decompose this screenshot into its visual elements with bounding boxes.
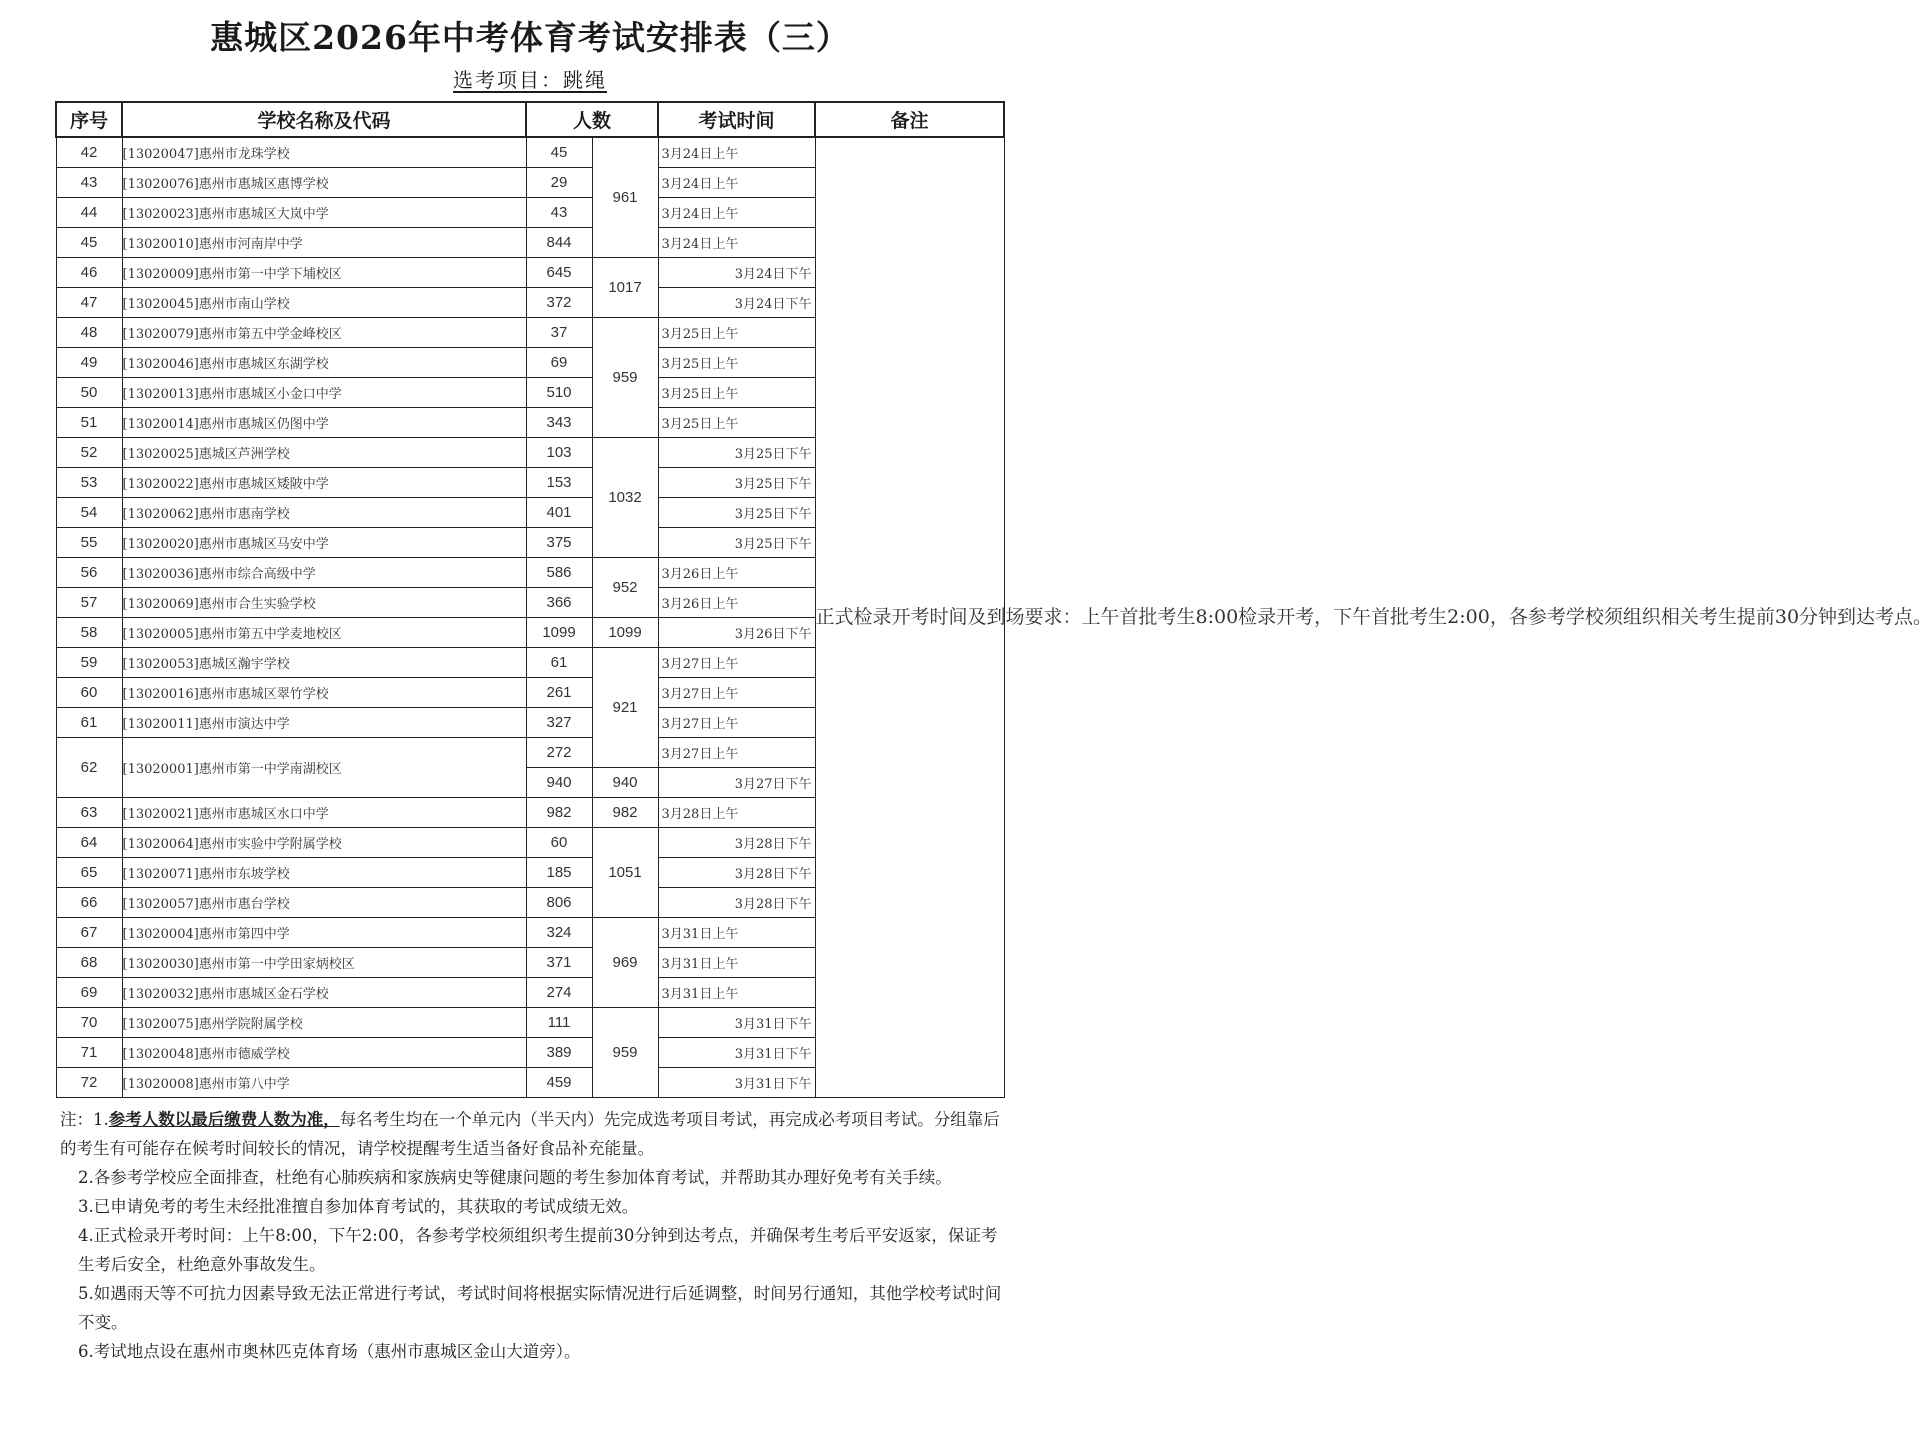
row-school: [13020014]惠州市惠城区仍图中学 bbox=[122, 408, 526, 438]
row-seq: 49 bbox=[56, 348, 122, 378]
row-count: 940 bbox=[526, 768, 592, 798]
row-count: 43 bbox=[526, 198, 592, 228]
schedule-table bbox=[55, 101, 1932, 1098]
row-count: 37 bbox=[526, 318, 592, 348]
row-count: 29 bbox=[526, 168, 592, 198]
row-school: [13020047]惠州市龙珠学校 bbox=[122, 137, 526, 168]
table-body bbox=[56, 137, 1932, 1098]
row-time: 3月31日上午 bbox=[658, 948, 815, 978]
notes-section bbox=[60, 1105, 1002, 1366]
row-seq: 44 bbox=[56, 198, 122, 228]
row-time: 3月31日上午 bbox=[658, 978, 815, 1008]
row-school: [13020010]惠州市河南岸中学 bbox=[122, 228, 526, 258]
row-seq: 59 bbox=[56, 648, 122, 678]
row-seq: 42 bbox=[56, 137, 122, 168]
row-time: 3月25日下午 bbox=[658, 468, 815, 498]
row-school: [13020009]惠州市第一中学下埔校区 bbox=[122, 258, 526, 288]
header-time: 考试时间 bbox=[658, 102, 815, 137]
note-5: 5.如遇雨天等不可抗力因素导致无法正常进行考试，考试时间将根据实际情况进行后延调整，时间另行通知，其他学校考试时间不变。 bbox=[78, 1284, 1002, 1332]
row-school: [13020076]惠州市惠城区惠博学校 bbox=[122, 168, 526, 198]
note-1-text: 每名考生均在一个单元内（半天内）先完成选考项目考试，再完成必考项目考试。分组靠后的考生有可能存在候考时间较长的情况，请学校提醒考生适当备好食品补充能量。 bbox=[60, 1110, 1000, 1158]
row-seq: 45 bbox=[56, 228, 122, 258]
row-group-total: 1099 bbox=[592, 618, 658, 648]
note-4: 4.正式检录开考时间：上午8:00，下午2:00，各参考学校须组织考生提前30分钟到达考点，并确保考生考后平安返家，保证考生考后安全，杜绝意外事故发生。 bbox=[78, 1226, 998, 1274]
row-seq: 63 bbox=[56, 798, 122, 828]
row-time: 3月25日上午 bbox=[658, 348, 815, 378]
row-school: [13020057]惠州市惠台学校 bbox=[122, 888, 526, 918]
row-count: 327 bbox=[526, 708, 592, 738]
row-school: [13020023]惠州市惠城区大岚中学 bbox=[122, 198, 526, 228]
row-seq: 57 bbox=[56, 588, 122, 618]
row-count: 261 bbox=[526, 678, 592, 708]
row-time: 3月27日上午 bbox=[658, 708, 815, 738]
row-school: [13020064]惠州市实验中学附属学校 bbox=[122, 828, 526, 858]
row-seq: 53 bbox=[56, 468, 122, 498]
row-school: [13020069]惠州市合生实验学校 bbox=[122, 588, 526, 618]
row-count: 806 bbox=[526, 888, 592, 918]
row-time: 3月27日上午 bbox=[658, 738, 815, 768]
row-school: [13020025]惠城区芦洲学校 bbox=[122, 438, 526, 468]
note-2: 2.各参考学校应全面排查，杜绝有心肺疾病和家族病史等健康问题的考生参加体育考试，并帮助其办理好免考有关手续。 bbox=[78, 1168, 952, 1187]
row-group-total: 961 bbox=[592, 137, 658, 258]
row-group-total: 959 bbox=[592, 1008, 658, 1098]
row-seq: 46 bbox=[56, 258, 122, 288]
row-time: 3月28日下午 bbox=[658, 858, 815, 888]
row-count: 69 bbox=[526, 348, 592, 378]
row-group-total: 969 bbox=[592, 918, 658, 1008]
row-count: 982 bbox=[526, 798, 592, 828]
row-time: 3月31日下午 bbox=[658, 1038, 815, 1068]
page-title: 惠城区2026年中考体育考试安排表（三） bbox=[210, 18, 850, 57]
row-seq: 65 bbox=[56, 858, 122, 888]
note-1-emphasis: 参考人数以最后缴费人数为准， bbox=[108, 1110, 340, 1129]
row-seq: 72 bbox=[56, 1068, 122, 1098]
row-count: 103 bbox=[526, 438, 592, 468]
row-seq: 47 bbox=[56, 288, 122, 318]
row-school: [13020030]惠州市第一中学田家炳校区 bbox=[122, 948, 526, 978]
row-time: 3月24日下午 bbox=[658, 288, 815, 318]
row-time: 3月26日上午 bbox=[658, 558, 815, 588]
row-school: [13020079]惠州市第五中学金峰校区 bbox=[122, 318, 526, 348]
row-count: 324 bbox=[526, 918, 592, 948]
row-seq: 68 bbox=[56, 948, 122, 978]
row-time: 3月24日上午 bbox=[658, 168, 815, 198]
row-count: 372 bbox=[526, 288, 592, 318]
row-school: [13020001]惠州市第一中学南湖校区 bbox=[122, 738, 526, 798]
row-time: 3月25日下午 bbox=[658, 528, 815, 558]
row-school: [13020032]惠州市惠城区金石学校 bbox=[122, 978, 526, 1008]
row-count: 645 bbox=[526, 258, 592, 288]
row-school: [13020045]惠州市南山学校 bbox=[122, 288, 526, 318]
row-seq: 51 bbox=[56, 408, 122, 438]
row-group-total: 921 bbox=[592, 648, 658, 768]
row-count: 60 bbox=[526, 828, 592, 858]
row-count: 459 bbox=[526, 1068, 592, 1098]
row-time: 3月26日下午 bbox=[658, 618, 815, 648]
row-time: 3月25日上午 bbox=[658, 408, 815, 438]
row-time: 3月25日上午 bbox=[658, 318, 815, 348]
row-count: 272 bbox=[526, 738, 592, 768]
header-school: 学校名称及代码 bbox=[122, 102, 526, 137]
row-seq: 66 bbox=[56, 888, 122, 918]
row-seq: 69 bbox=[56, 978, 122, 1008]
row-seq: 67 bbox=[56, 918, 122, 948]
row-seq: 56 bbox=[56, 558, 122, 588]
row-time: 3月25日下午 bbox=[658, 438, 815, 468]
row-time: 3月27日下午 bbox=[658, 768, 815, 798]
row-count: 375 bbox=[526, 528, 592, 558]
row-count: 343 bbox=[526, 408, 592, 438]
row-count: 586 bbox=[526, 558, 592, 588]
row-time: 3月27日上午 bbox=[658, 678, 815, 708]
row-school: [13020004]惠州市第四中学 bbox=[122, 918, 526, 948]
subtitle-wrap bbox=[0, 64, 1060, 93]
note-3: 3.已申请免考的考生未经批准擅自参加体育考试的，其获取的考试成绩无效。 bbox=[78, 1197, 639, 1216]
row-count: 153 bbox=[526, 468, 592, 498]
row-school: [13020048]惠州市德威学校 bbox=[122, 1038, 526, 1068]
row-time: 3月28日下午 bbox=[658, 828, 815, 858]
page-subtitle: 选考项目：跳绳 bbox=[453, 68, 607, 92]
row-school: [13020075]惠州学院附属学校 bbox=[122, 1008, 526, 1038]
row-time: 3月24日上午 bbox=[658, 137, 815, 168]
row-group-total: 1032 bbox=[592, 438, 658, 558]
row-seq: 64 bbox=[56, 828, 122, 858]
row-school: [13020021]惠州市惠城区水口中学 bbox=[122, 798, 526, 828]
row-seq: 58 bbox=[56, 618, 122, 648]
row-count: 45 bbox=[526, 137, 592, 168]
row-group-total: 940 bbox=[592, 768, 658, 798]
row-school: [13020020]惠州市惠城区马安中学 bbox=[122, 528, 526, 558]
row-group-total: 1051 bbox=[592, 828, 658, 918]
row-school: [13020016]惠州市惠城区翠竹学校 bbox=[122, 678, 526, 708]
row-school: [13020013]惠州市惠城区小金口中学 bbox=[122, 378, 526, 408]
row-school: [13020005]惠州市第五中学麦地校区 bbox=[122, 618, 526, 648]
row-seq: 48 bbox=[56, 318, 122, 348]
row-count: 389 bbox=[526, 1038, 592, 1068]
row-school: [13020053]惠城区瀚宇学校 bbox=[122, 648, 526, 678]
row-count: 111 bbox=[526, 1008, 592, 1038]
row-school: [13020046]惠州市惠城区东湖学校 bbox=[122, 348, 526, 378]
header-count: 人数 bbox=[526, 102, 658, 137]
row-seq: 70 bbox=[56, 1008, 122, 1038]
row-time: 3月31日下午 bbox=[658, 1068, 815, 1098]
row-school: [13020071]惠州市东坡学校 bbox=[122, 858, 526, 888]
row-time: 3月28日下午 bbox=[658, 888, 815, 918]
row-time: 3月24日上午 bbox=[658, 198, 815, 228]
note-1-prefix: 注：1. bbox=[60, 1110, 109, 1129]
row-count: 844 bbox=[526, 228, 592, 258]
row-count: 1099 bbox=[526, 618, 592, 648]
row-count: 371 bbox=[526, 948, 592, 978]
note-6: 6.考试地点设在惠州市奥林匹克体育场（惠州市惠城区金山大道旁）。 bbox=[78, 1342, 581, 1361]
row-school: [13020022]惠州市惠城区矮陂中学 bbox=[122, 468, 526, 498]
header-seq: 序号 bbox=[56, 102, 122, 137]
row-time: 3月31日上午 bbox=[658, 918, 815, 948]
row-seq: 71 bbox=[56, 1038, 122, 1068]
row-seq: 61 bbox=[56, 708, 122, 738]
row-school: [13020008]惠州市第八中学 bbox=[122, 1068, 526, 1098]
row-group-total: 982 bbox=[592, 798, 658, 828]
row-time: 3月25日上午 bbox=[658, 378, 815, 408]
row-group-total: 959 bbox=[592, 318, 658, 438]
row-count: 510 bbox=[526, 378, 592, 408]
table-row bbox=[56, 137, 1004, 168]
row-seq: 54 bbox=[56, 498, 122, 528]
row-seq: 52 bbox=[56, 438, 122, 468]
row-time: 3月25日下午 bbox=[658, 498, 815, 528]
row-time: 3月28日上午 bbox=[658, 798, 815, 828]
row-seq: 60 bbox=[56, 678, 122, 708]
row-seq: 43 bbox=[56, 168, 122, 198]
row-time: 3月26日上午 bbox=[658, 588, 815, 618]
remark-cell: 正式检录开考时间及到场要求：上午首批考生8:00检录开考，下午首批考生2:00，各参考学校须组织相关考生提前30分钟到达考点。 bbox=[815, 137, 1004, 1098]
row-group-total: 1017 bbox=[592, 258, 658, 318]
row-count: 366 bbox=[526, 588, 592, 618]
row-seq: 50 bbox=[56, 378, 122, 408]
row-count: 61 bbox=[526, 648, 592, 678]
table-header-row bbox=[56, 102, 1004, 137]
row-school: [13020036]惠州市综合高级中学 bbox=[122, 558, 526, 588]
row-count: 185 bbox=[526, 858, 592, 888]
header-remark: 备注 bbox=[815, 102, 1004, 137]
row-seq: 55 bbox=[56, 528, 122, 558]
row-time: 3月31日下午 bbox=[658, 1008, 815, 1038]
note-1 bbox=[60, 1105, 1002, 1163]
row-school: [13020062]惠州市惠南学校 bbox=[122, 498, 526, 528]
row-time: 3月24日上午 bbox=[658, 228, 815, 258]
row-group-total: 952 bbox=[592, 558, 658, 618]
row-time: 3月24日下午 bbox=[658, 258, 815, 288]
row-school: [13020011]惠州市演达中学 bbox=[122, 708, 526, 738]
row-seq: 62 bbox=[56, 738, 122, 798]
row-time: 3月27日上午 bbox=[658, 648, 815, 678]
row-count: 274 bbox=[526, 978, 592, 1008]
row-count: 401 bbox=[526, 498, 592, 528]
